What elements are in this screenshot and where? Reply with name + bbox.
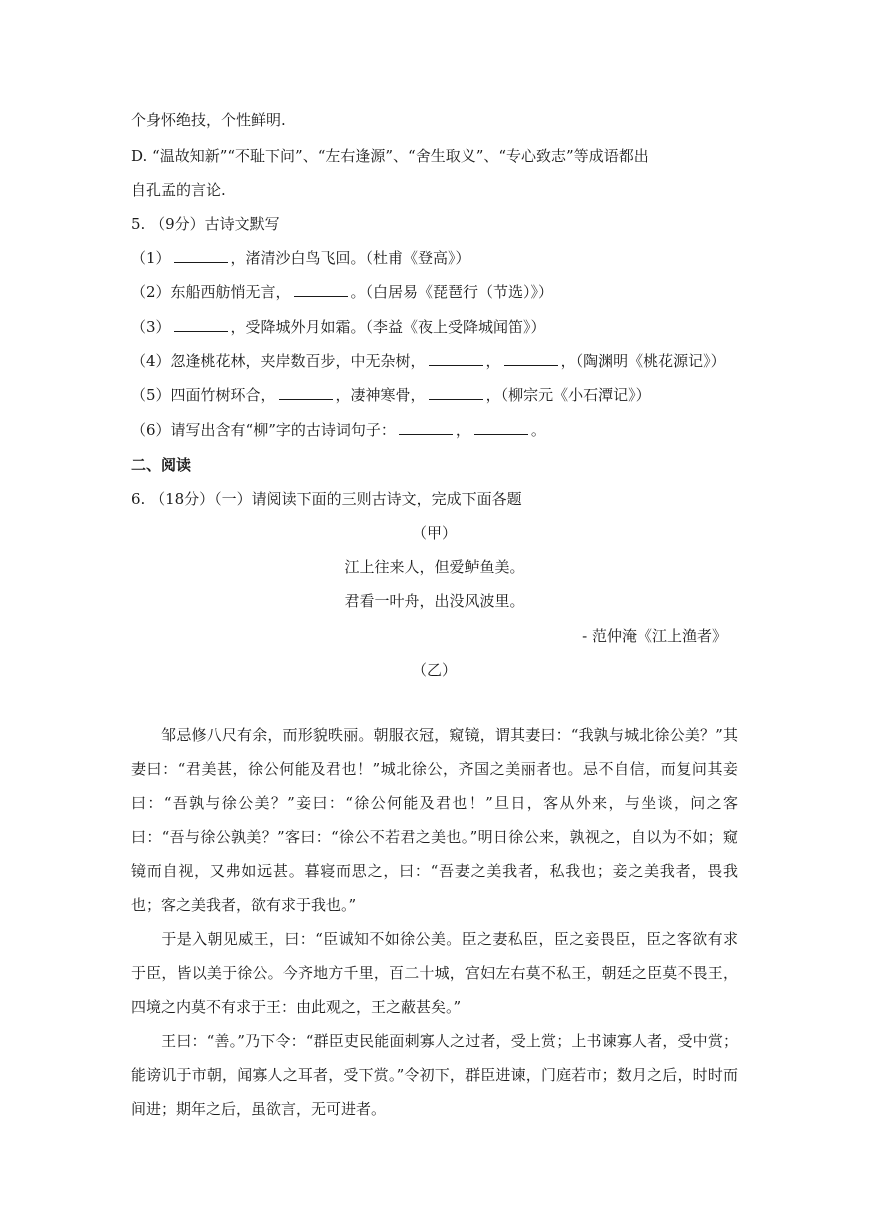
answer-blank[interactable] bbox=[174, 248, 228, 263]
section-heading-reading: 二、阅读 bbox=[131, 456, 192, 474]
answer-blank[interactable] bbox=[174, 317, 228, 332]
answer-blank[interactable] bbox=[399, 420, 453, 435]
text-yi-label: （乙） bbox=[411, 661, 457, 679]
poem-jia-line-2: 君看一叶舟，出没风波里。 bbox=[344, 592, 525, 610]
poem-jia-label: （甲） bbox=[411, 524, 457, 542]
q5-item-1-mid: ，渚清沙白鸟飞回。（杜甫《登高》） bbox=[230, 249, 471, 267]
q5-item-6-pre: （6）请写出含有“柳”字的古诗词句子： bbox=[131, 421, 396, 439]
q5-item-2-mid: 。（白居易《琵琶行（节选）》） bbox=[350, 283, 554, 301]
poem-jia-line-1: 江上往来人，但爱鲈鱼美。 bbox=[344, 558, 525, 576]
question-6-title: 6. （18分）（一）请阅读下面的三则古诗文，完成下面各题 bbox=[131, 490, 522, 508]
q5-item-2 bbox=[131, 282, 553, 302]
continuation-line: 个身怀绝技，个性鲜明. bbox=[131, 111, 286, 129]
answer-blank[interactable] bbox=[474, 420, 528, 435]
option-d-line-1: D. “温故知新”“不耻下问”、“左右逢源”、“舍生取义”、“专心致志”等成语都出 bbox=[131, 147, 649, 165]
answer-blank[interactable] bbox=[294, 282, 348, 297]
text-yi-paragraph-3-text: 王曰：“善。”乃下令：“群臣吏民能面刺寡人之过者，受上赏；上书谏寡人者，受中赏；能谤讥于市朝，闻寡人之耳者，受下赏。”令初下，群臣进谏，门庭若市；数月之后，时时而间进；期年之后，虽欲言，无可进者。 bbox=[131, 1032, 738, 1118]
q5-item-4-end: ，（陶渊明《桃花源记》） bbox=[560, 352, 726, 370]
text-yi-paragraph-2 bbox=[131, 922, 738, 1024]
q5-item-5-end: ，（柳宗元《小石潭记》） bbox=[485, 386, 651, 404]
q5-item-6 bbox=[131, 420, 546, 440]
q5-item-5-mid: ，凄神寒骨， bbox=[335, 386, 426, 404]
text-yi-paragraph-1-text: 邹忌修八尺有余，而形貌昳丽。朝服衣冠，窥镜，谓其妻曰：“我孰与城北徐公美？”其妻曰：“君美甚，徐公何能及君也！”城北徐公，齐国之美丽者也。忌不自信，而复问其妾曰：“吾孰与徐公美？”妾曰：“徐公何能及君也！”旦日，客从外来，与坐谈，问之客曰：“吾与徐公孰美？”客曰：“徐公不若君之美也。”明日徐公来，孰视之，自以为不如；窥镜而自视，又弗如远甚。暮寝而思之，曰：“吾妻之美我者，私我也；妾之美我者，畏我也；客之美我者，欲有求于我也。” bbox=[131, 726, 738, 914]
q5-item-3 bbox=[131, 317, 546, 337]
text-yi-paragraph-3 bbox=[131, 1024, 738, 1126]
q5-item-4-pre: （4）忽逢桃花林，夹岸数百步，中无杂树， bbox=[131, 352, 426, 370]
poem-jia-attribution: - 范仲淹《江上渔者》 bbox=[582, 627, 727, 645]
q5-item-6-end: 。 bbox=[530, 421, 546, 439]
answer-blank[interactable] bbox=[279, 385, 333, 400]
q5-item-5 bbox=[131, 385, 651, 405]
q5-item-4-mid: ， bbox=[485, 352, 501, 370]
q5-item-1 bbox=[131, 248, 471, 268]
text-yi-paragraph-2-text: 于是入朝见威王，曰：“臣诚知不如徐公美。臣之妻私臣，臣之妾畏臣，臣之客欲有求于臣，皆以美于徐公。今齐地方千里，百二十城，宫妇左右莫不私王，朝廷之臣莫不畏王，四境之内莫不有求于王：由此观之，王之蔽甚矣。” bbox=[131, 930, 738, 1016]
q5-item-6-mid: ， bbox=[455, 421, 471, 439]
text-yi-paragraph-1 bbox=[131, 718, 738, 922]
q5-item-2-pre: （2）东船西舫悄无言， bbox=[131, 283, 291, 301]
q5-item-3-pre: （3） bbox=[131, 318, 171, 336]
q5-item-5-pre: （5）四面竹树环合， bbox=[131, 386, 276, 404]
question-5-title: 5. （9分）古诗文默写 bbox=[131, 215, 280, 233]
q5-item-3-mid: ，受降城外月如霜。（李益《夜上受降城闻笛》） bbox=[230, 318, 546, 336]
answer-blank[interactable] bbox=[504, 351, 558, 366]
answer-blank[interactable] bbox=[429, 351, 483, 366]
option-d-line-2: 自孔孟的言论. bbox=[131, 181, 226, 199]
q5-item-4 bbox=[131, 351, 726, 371]
answer-blank[interactable] bbox=[429, 385, 483, 400]
q5-item-1-pre: （1） bbox=[131, 249, 171, 267]
